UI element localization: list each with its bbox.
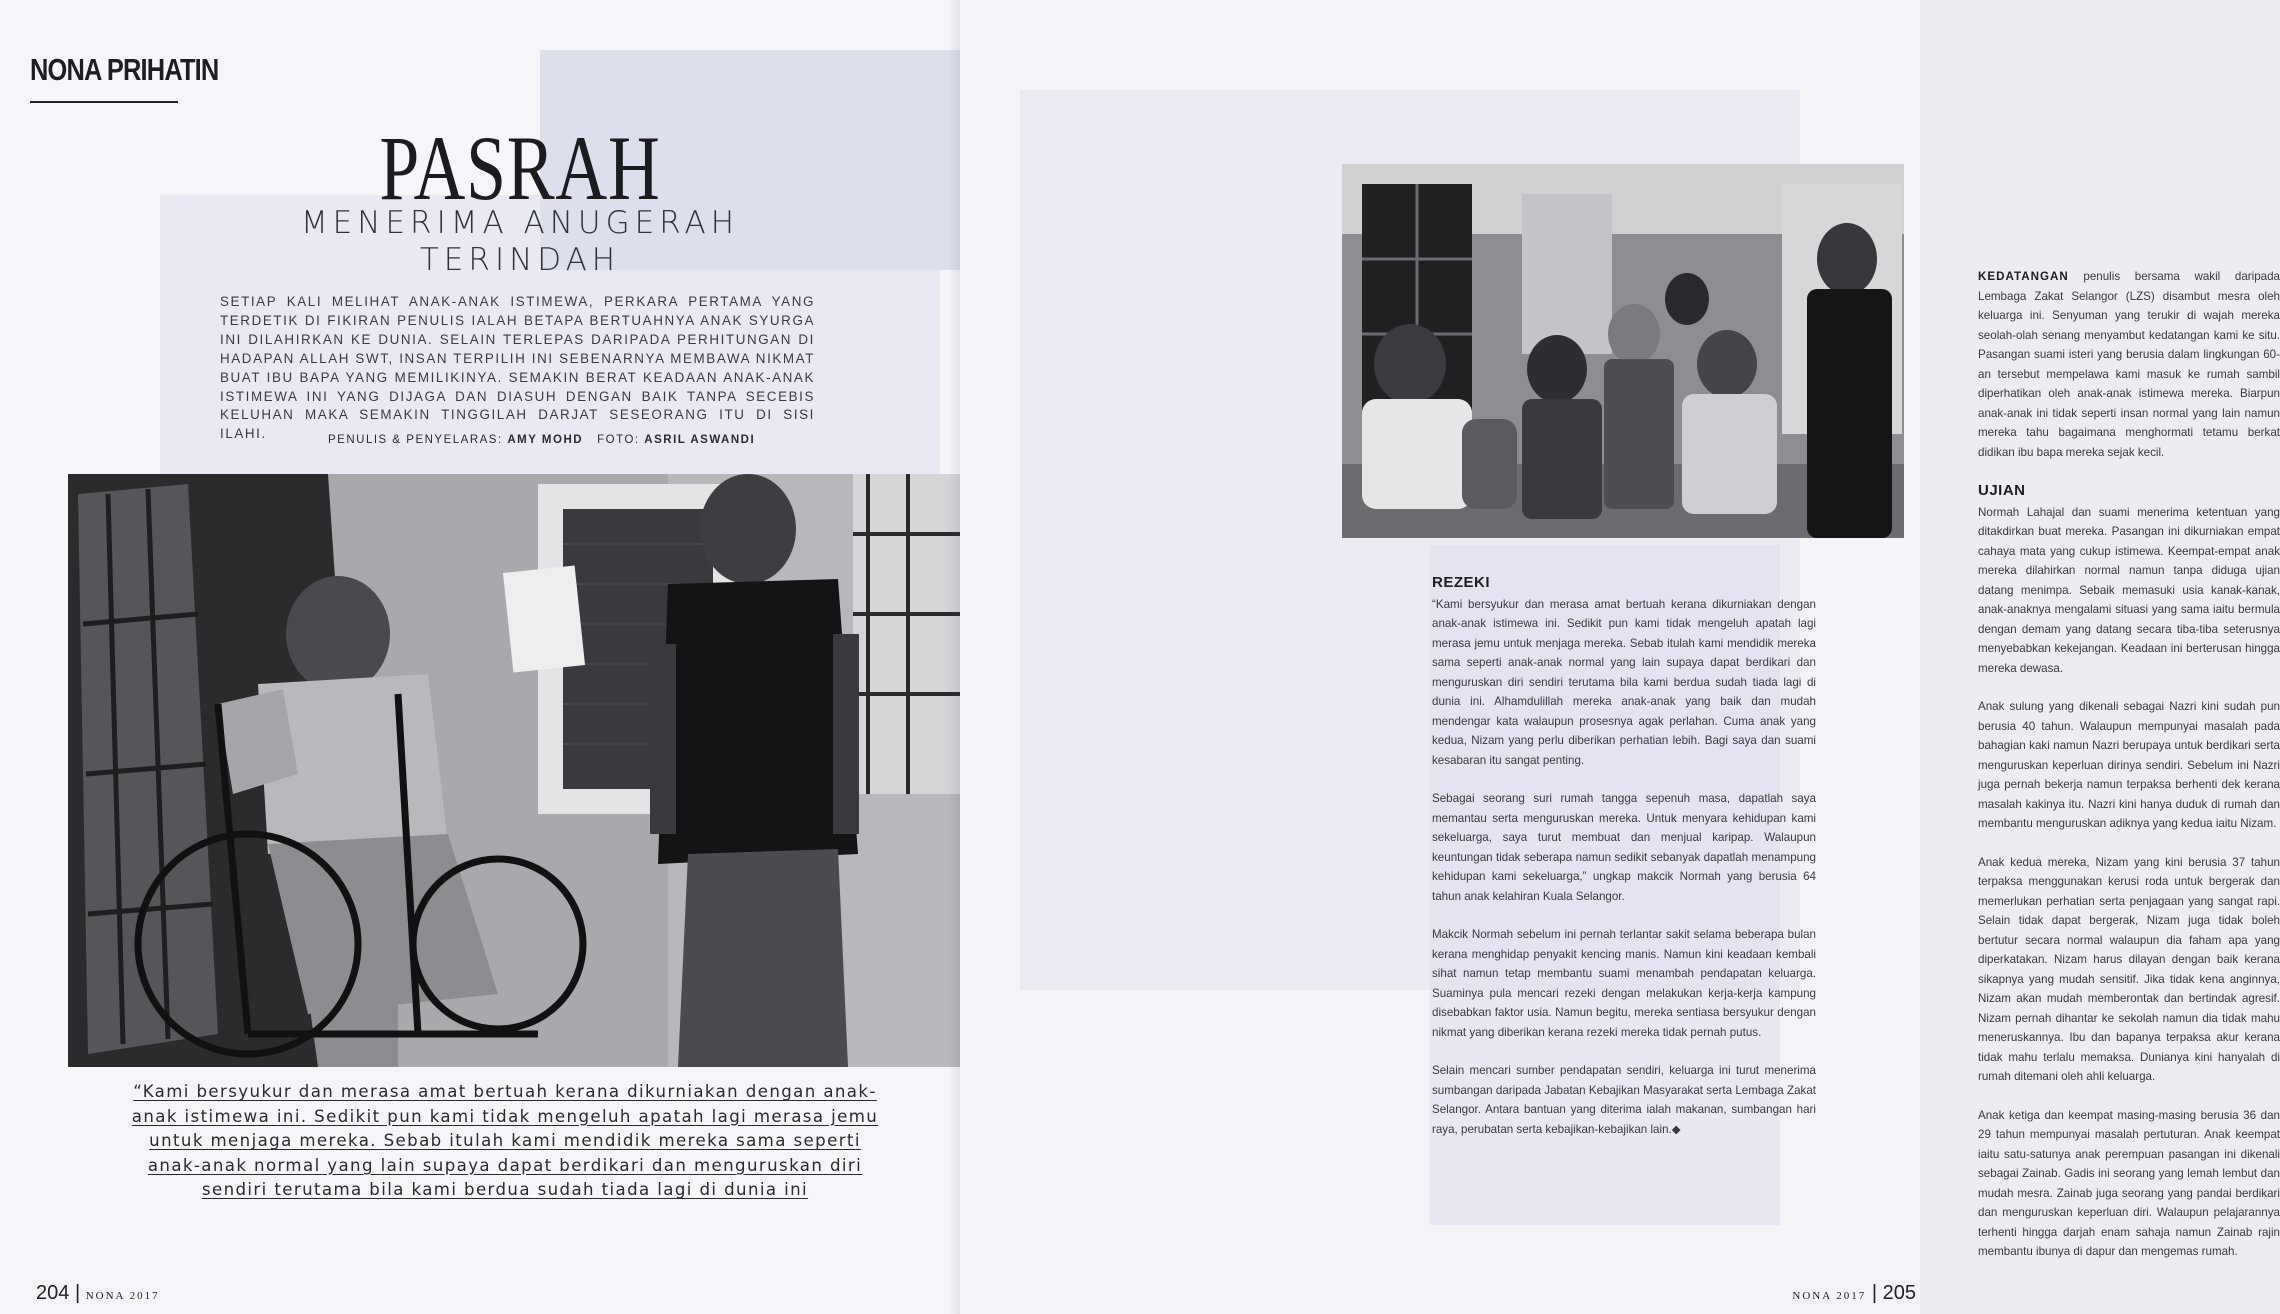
family-photo — [1342, 164, 1904, 538]
photo-label: FOTO: — [597, 434, 640, 446]
folio-divider: | — [1871, 1282, 1878, 1304]
column-a — [1978, 267, 2280, 1281]
kedatangan-lead: KEDATANGAN — [1978, 270, 2069, 283]
rezeki-paragraph-3: Makcik Normah sebelum ini pernah terlantar sakit selama beberapa bulan kerana menghidap penyakit kencing manis. Namun kini keadaan kembali sihat namun tetap membantu suami menambah pendapatan keluarga. Suaminya pula mencari rezeki dengan melakukan kerja-kerja kampung disebabkan faktor usia. Namun begitu, mereka sentiasa bersyukur dengan nikmat yang diberikan kerana rezeki mereka tidak pernah putus. — [1432, 928, 1816, 1039]
rezeki-paragraph-1: “Kami bersyukur dan merasa amat bertuah kerana dikurniakan dengan anak-anak istimewa ini. Sedikit pun kami tidak mengeluh apatah lagi merasa jemu untuk menjaga mereka. Sebab itulah kami mendidik mereka sama seperti anak-anak normal yang lain supaya dapat berdikari dan menguruskan diri sendiri terutama bila kami berdua sudah tiada lagi di dunia ini. Alhamdulillah mereka anak-anak yang baik dan mudah mendengar kata walaupun prosesnya agak perlahan. Cuma anak yang kedua, Nizam yang perlu diberikan perhatian lebih. Bagi saya dan suami kesabaran itu sangat penting. — [1432, 597, 1816, 767]
ujian-paragraph-1: Normah Lahajal dan suami menerima ketentuan yang ditakdirkan buat mereka. Pasangan ini dikurniakan empat cahaya mata yang cukup istimewa. Keempat-empat anak mereka dilahirkan normal namun tanpa diduga ujian datang menimpa. Sebaik memasuki usia kanak-kanak, anak-anaknya mengalami situasi yang sama iaitu bermula dengan demam yang datang secara tiba-tiba seterusnya menyebabkan kekejangan. Keadaan ini berterusan hingga mereka dewasa. — [1978, 505, 2280, 675]
rezeki-paragraph-2: Sebagai seorang suri rumah tangga sepenuh masa, dapatlah saya memantau serta menguruskan mereka. Untuk menyara kehidupan kami sekeluarga, saya turut membuat dan menjual karipap. Walaupun keuntungan tidak seberapa namun sedikit sebanyak dapatlah menampung kehidupan kami sekeluarga,” ungkap makcik Normah yang berusia 64 tahun anak kelahiran Kuala Selangor. — [1432, 792, 1816, 903]
page-number-right: 205 — [1882, 1282, 1916, 1304]
article-subtitle: MENERIMA ANUGERAH TERINDAH — [300, 205, 740, 278]
page-folio-right — [1792, 1282, 1916, 1305]
pull-quote — [120, 1080, 890, 1203]
publication-name-right: NONA 2017 — [1792, 1290, 1867, 1302]
writer-name: AMY MOHD — [507, 434, 584, 446]
intro-paragraph: SETIAP KALI MELIHAT ANAK-ANAK ISTIMEWA, PERKARA PERTAMA YANG TERDETIK DI FIKIRAN PENULIS IALAH BETAPA BERTUAHNYA ANAK SYURGA INI DILAHIRKAN KE DUNIA. SELAIN TERLEPAS DARIPADA PERHITUNGAN DI HADAPAN ALLAH SWT, INSAN TERPILIH INI SEBENARNYA MEMBAWA NIKMAT BUAT IBU BAPA YANG MEMILIKINYA. SEMAKIN BERAT KEADAAN ANAK-ANAK ISTIMEWA INI YANG DIJAGA DAN DIASUH DENGAN BAIK TANPA SECEBIS KELUHAN MAKA SEMAKIN TINGGILAH DARJAT SESEORANG ITU DI SISI ILAHI. — [220, 294, 815, 442]
main-photo-image — [68, 474, 961, 1067]
ujian-paragraph-2: Anak sulung yang dikenali sebagai Nazri kini sudah pun berusia 40 tahun. Walaupun mempunyai masalah pada bahagian kaki namun Nazri berupaya untuk berdikari serta menguruskan keperluan dirinya sendiri. Sebelum ini Nazri juga pernah bekerja namun terpaksa berhenti dek kerana masalah kakinya itu. Nazri kini hanya duduk di rumah dan membantu menguruskan adiknya yang kedua iaitu Nizam. — [1978, 700, 2280, 830]
column-b — [1432, 573, 1816, 1158]
rezeki-heading: REZEKI — [1432, 574, 1491, 591]
writer-label: PENULIS & PENYELARAS: — [328, 434, 503, 446]
left-page — [0, 0, 960, 1314]
ujian-paragraph-4: Anak ketiga dan keempat masing-masing berusia 36 dan 29 tahun mempunyai masalah pertuturan. Anak keempat iaitu satu-satunya anak perempuan pasangan ini dikenali sebagai Zainab. Gadis ini seorang yang lemah lembut dan mudah mesra. Zainab juga seorang yang pandai berdikari dan menguruskan keperluan diri. Walaupun pelajarannya terhenti hingga darjah enam sahaja namun Zainab rajin membantu ibunya di dapur dan mengemas rumah. — [1978, 1108, 2280, 1258]
article-title: PASRAH — [379, 117, 661, 219]
family-photo-image — [1342, 164, 1904, 538]
photographer-name: ASRIL ASWANDI — [644, 434, 756, 446]
ujian-heading: UJIAN — [1978, 482, 2026, 499]
ujian-paragraph-3: Anak kedua mereka, Nizam yang kini berusia 37 tahun terpaksa menggunakan kerusi roda untuk bergerak dan memerlukan perhatian serta penjagaan yang sangat rapi. Selain tidak dapat bergerak, Nizam juga tidak boleh bertutur secara normal walaupun dia faham apa yang diperkatakan. Nizam harus dilayan dengan baik kerana sikapnya yang mudah sensitif. Jika tidak kena anginnya, Nizam akan mudah memberontak dan bertindak agresif. Nizam pernah dihantar ke sekolah namun dia tidak mahu meneruskannya. Ibu dan bapanya terpaksa akur kerana tidak mahu terlalu memaksa. Dunianya kini hanyalah di rumah ditemani oleh ahli keluarga. — [1978, 855, 2280, 1083]
folio-divider: | — [74, 1282, 81, 1304]
section-rule — [30, 101, 178, 103]
main-photo — [68, 474, 961, 1067]
page-number-left: 204 — [36, 1282, 70, 1304]
kedatangan-text: penulis bersama wakil daripada Lembaga Zakat Selangor (LZS) disambut mesra oleh keluarga ini. Senyuman yang terukir di wajah mereka seolah-olah senang menyambut kedatangan kami ke situ. Pasangan suami isteri yang berusia dalam lingkungan 60-an tersebut mempelawa kami masuk ke rumah sambil diperhatikan oleh anak-anak istimewa mereka. Biarpun anak-anak ini tidak seperti insan normal yang lain namun mereka tahu bagaimana menghormati tetamu berkat didikan ibu bapa mereka sejak kecil. — [1978, 270, 2280, 459]
pull-quote-text: “Kami bersyukur dan merasa amat bertuah kerana dikurniakan dengan anak-anak istimewa ini. Sedikit pun kami tidak mengeluh apatah lagi merasa jemu untuk menjaga mereka. Sebab itulah kami mendidik mereka sama seperti anak-anak normal yang lain supaya dapat berdikari dan menguruskan diri sendiri terutama bila kami berdua sudah tiada lagi di dunia ini — [131, 1082, 879, 1200]
page-folio-left — [36, 1282, 160, 1305]
rezeki-paragraph-4: Selain mencari sumber pendapatan sendiri, keluarga ini turut menerima sumbangan daripada Jabatan Kebajikan Masyarakat serta Lembaga Zakat Selangor. Antara bantuan yang diterima ialah makanan, sumbangan hari raya, perubatan serta kebajikan-kebajikan lain.◆ — [1432, 1064, 1816, 1136]
section-tag: NONA PRIHATIN — [30, 52, 219, 87]
right-page — [960, 0, 2280, 1314]
publication-name-left: NONA 2017 — [85, 1290, 160, 1302]
byline — [328, 434, 755, 446]
kedatangan-paragraph — [1978, 267, 2280, 462]
